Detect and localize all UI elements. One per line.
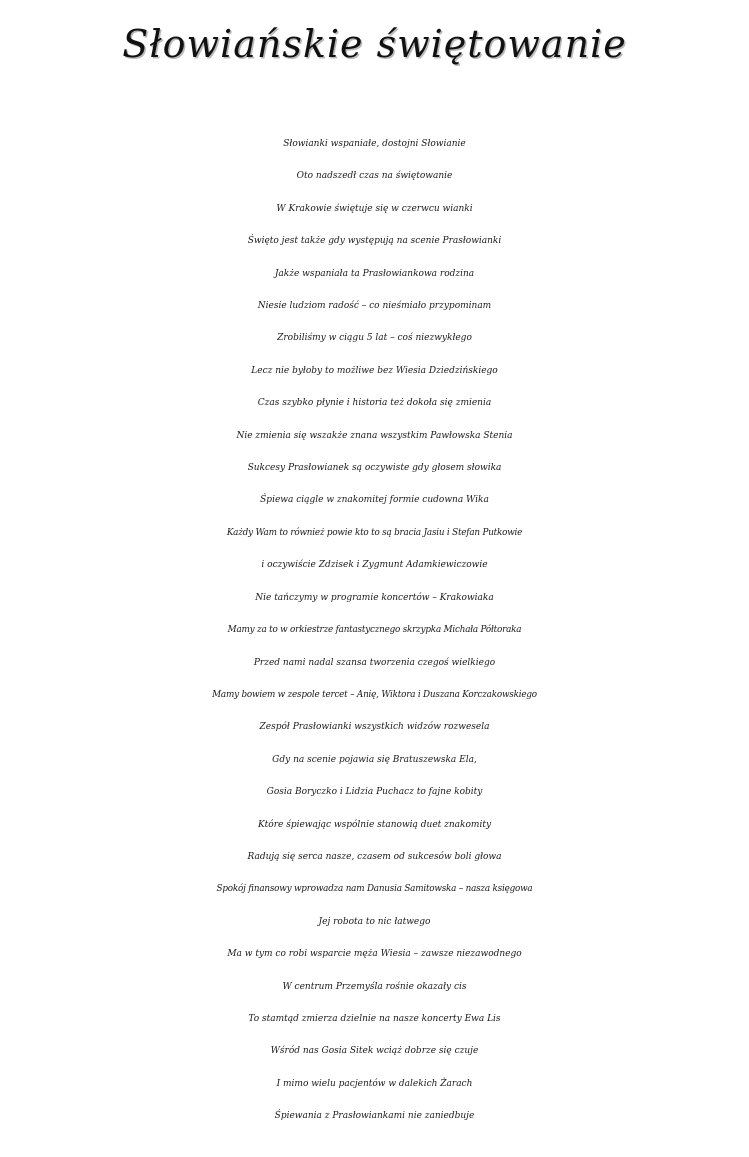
poem-line: Zrobiliśmy w ciągu 5 lat – coś niezwykłego [277,333,472,344]
poem-line: I mimo wielu pacjentów w dalekich Żarach [276,1078,473,1089]
poem-line: Święto jest także gdy występują na scenie Prasłowianki [247,236,502,247]
poem-line: Niesie ludziom radość – co nieśmiało przypominam [257,301,492,312]
poem-line: i oczywiście Zdzisek i Zygmunt Adamkiewiczowie [261,560,488,571]
poem-line: Oto nadszedł czas na świętowanie [296,171,453,182]
poem-line: Gosia Boryczko i Lidzia Puchacz to fajne kobity [266,787,483,798]
poem-line: W Krakowie świętuje się w czerwcu wianki [276,203,473,214]
poem-line: Śpiewania z Prasłowiankami nie zaniedbuje [274,1111,475,1122]
poem-line: Każdy Wam to również powie kto to są bracia Jasiu i Stefan Putkowie [226,527,523,538]
poem-line: Zespół Prasłowianki wszystkich widzów rozwesela [259,722,490,733]
poem-line: Przed nami nadal szansa tworzenia czegoś wielkiego [253,657,496,668]
poem-line: Które śpiewając wspólnie stanowią duet znakomity [257,819,492,830]
poem-title: Słowiańskie świętowanie [122,22,627,66]
poem-line: To stamtąd zmierza dzielnie na nasze koncerty Ewa Lis [248,1013,501,1024]
poem-body [0,128,749,1133]
poem-line: Jej robota to nic łatwego [318,916,431,927]
poem-line: Nie zmienia się wszakże znana wszystkim Pawłowska Stenia [236,430,513,441]
poem-line: Mamy bowiem w zespole tercet – Anię, Wiktora i Duszana Korczakowskiego [212,689,537,700]
poem-line: Radują się serca nasze, czasem od sukcesów boli głowa [247,851,502,862]
poem-line: Sukcesy Prasłowianek są oczywiste gdy głosem słowika [247,463,502,474]
poem-line: Spokój finansowy wprowadza nam Danusia Samitowska – nasza księgowa [216,884,533,895]
poem-line: Czas szybko płynie i historia też dokoła się zmienia [257,398,492,409]
poem-line: Nie tańczymy w programie koncertów – Krakowiaka [255,592,494,603]
poem-line: Jakże wspaniała ta Prasłowiankowa rodzina [274,268,475,279]
poem-line: W centrum Przemyśla rośnie okazały cis [282,981,467,992]
poem-line: Lecz nie byłoby to możliwe bez Wiesia Dziedzińskiego [251,365,498,376]
poem-line: Ma w tym co robi wsparcie męża Wiesia – zawsze niezawodnego [227,949,522,960]
poem-line: Mamy za to w orkiestrze fantastycznego skrzypka Michała Półtoraka [227,625,522,636]
poem-line: Gdy na scenie pojawia się Bratuszewska Ela, [272,754,477,765]
poem-line: Śpiewa ciągle w znakomitej formie cudowna Wika [260,495,489,506]
poem-line: Słowianki wspaniałe, dostojni Słowianie [283,139,466,149]
poem-line: Wśród nas Gosia Sitek wciąż dobrze się czuje [270,1046,479,1057]
